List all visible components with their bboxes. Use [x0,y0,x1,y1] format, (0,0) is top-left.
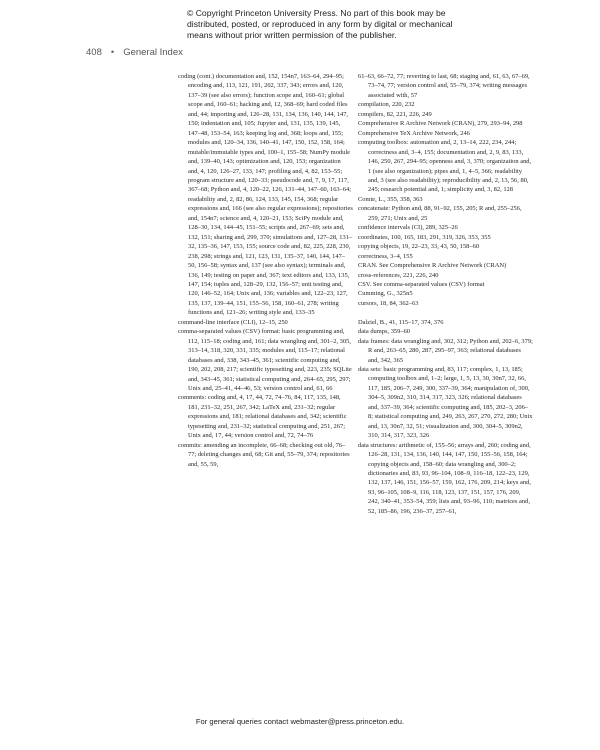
index-entry: coordinates, 100, 165, 183, 291, 319, 326, 353, 355 [358,233,491,241]
index-entry: command-line interface (CLI), 12–15, 250 [178,318,288,326]
index-entry: cross-references, 221, 226, 240 [358,271,439,279]
section-title: General Index [123,47,183,58]
copyright-line: distributed, posted, or reproduced in any form by digital or mechanical [187,19,453,30]
index-entry: computing toolbox: automation and, 2, 13–14, 222, 234, 244; correctness and, 3–4, 155; documentation and, 2, 9, 83, 133, 146, 250, 267, 294–95; openness and, 3, 370; organization and, 1 (see also organization); pipes and, 1, 4–5, 366; readability and, 3 (see also readability); reproducibility and, 2, 13, 56, 80, 245; research potential and, 1; simplicity and, 3, 82, 128 [358,139,532,194]
index-entry: Comte, L., 355, 358, 363 [358,195,423,203]
index-entry: copying objects, 19, 22–23, 33, 43, 50, 158–60 [358,243,480,251]
copyright-line: © Copyright Princeton University Press. No part of this book may be [187,8,446,18]
index-entry: Comprehensive TeX Archive Network, 246 [358,129,470,137]
index-entry: concatenate: Python and, 88, 91–92, 155, 205; R and, 255–256, 259, 271; Unix and, 25 [358,205,522,222]
index-column-left [178,72,353,469]
index-entry: compilation, 220, 232 [358,101,415,109]
index-entry: data dumps, 359–60 [358,328,411,336]
index-entry: 61–63, 66–72, 77; reverting to last, 68; staging and, 61, 63, 67–69, 73–74, 77; version control and, 55–79, 374; writing messages associated with, 57 [358,73,530,99]
index-entry: CSV. See comma-separated values (CSV) format [358,280,485,288]
index-entry: data sets: basic programming and, 83, 117; complex, 1, 13, 185; computing toolbox and, 1–2; large, 1, 5, 13, 30, 30n7, 32, 66, 117, 185, 206–7, 249, 300, 337–39, 364; manipulation of, 300, 304–5, 309n2, 310, 314, 317, 323, 326; relational databases and, 337–39, 364; scientific computing and, 185, 202–3, 206–8; statistical computing and, 249, 263, 267, 270, 272, 280; Unix and, 13, 30n7, 32, 51; visualization and, 300, 304–5, 309n2, 310, 314, 317, 323, 326 [358,365,533,440]
separator-bullet: • [110,47,115,58]
index-entry: comma-separated values (CSV) format: basic programming and, 112, 115–18; coding and, 161; data wrangling and, 301–2, 305, 313–14, 318, 320, 331, 335; modules and, 115–17; relational databases and, 338, 343–45, 361; scientific computing and, 190, 202, 208, 217; scientific typesetting and, 223, 235; SQLite and, 343–45, 361; statistical computing and, 264–65, 295, 297; Unix and, 25–41, 44–46, 53; version control and, 61, 66 [178,328,352,392]
index-entry: Comprehensive R Archive Network (CRAN), 279, 293–94, 298 [358,120,523,128]
index-entry: CRAN. See Comprehensive R Archive Network (CRAN) [358,262,507,270]
index-entry: confidence intervals (CI), 289, 325–26 [358,224,458,232]
index-entry: cursors, 18, 84, 362–63 [358,299,419,307]
index-entry: data frames: data wrangling and, 302, 312; Python and, 202–6, 379; R and, 263–65, 280, 287, 295–97, 363; relational databases and, 342, 365 [358,337,533,364]
index-entry: commits: amending an incomplete, 66–68; checking out old, 76–77; deleting changes and, 68; Git and, 55–79, 374; repositories and, 55, 59, [178,441,350,468]
index-entry: correctness, 3–4, 155 [358,252,413,260]
index-entry: data structures: arithmetic of, 155–56; arrays and, 260; coding and, 126–28, 131, 134, 136, 140, 144, 147, 150, 155–56, 158, 164; copying objects and, 158–60; data wrangling and, 300–2; dictionaries and, 83, 93, 96–104, 108–9, 116–18, 122–23, 129, 132, 137, 146, 151, 156–57, 159, 162, 176, 209, 214; keys and, 93, 96–105, 108–9, 116, 118, 123, 137, 151, 157, 176, 209, 242, 340–41, 353–54, 359; lists and, 93–96, 110; matrices and, 52, 185–86, 196, 236–37, 257–61, [358,441,531,515]
index-entry: Dalziel, B., 41, 115–17, 374, 376 [358,318,444,326]
running-head [86,47,183,58]
index-column-right [358,72,533,516]
copyright-notice [187,8,517,42]
page-number: 408 [86,47,102,58]
index-entry: coding (cont.) documentation and, 152, 154n7, 163–64, 294–95; encoding and, 113, 121, 191, 202, 337, 343; errors and, 120, 137–39 (see also errors); function scope and, 160–61; global scope and, 160–61; hacking and, 12, 368–69; hard coded files and, 44; importing and, 126–28, 131, 134, 136, 140, 144, 147, 150; indentation and, 105; Jupyter and, 131, 135, 139, 145, 147–48, 153–54, 163; keeping log and, 368; loops and, 155; modules and, 120–34, 136, 140–41, 147, 150, 152, 158, 164; mutable/immutable types and, 100–1, 155–58; NumPy module and, 139–40, 143; optimization and, 120, 153; organization and, 4, 120, 126–27, 133, 147; profiling and, 4, 82, 153–55; program structure and, 120–33; pseudocode and, 7, 9, 17, 117, 367–68; Python and, 4, 120–22, 126, 131–44, 147–60, 163–64; readability and, 2, 82, 86, 124, 133, 145, 154, 368; regular expressions and, 166 (see also regular expressions); repositories and, 154n7; science and, 4, 120–21, 153; SciPy module and, 128–30, 134, 144–45, 151–55; scripts and, 267–69; sets and, 132, 151; sharing and, 299, 370; simulations and, 127–28, 131–32, 135–36, 147, 153, 155; source code and, 82, 225, 228, 230, 238, 298; strings and, 121, 123, 131, 135–37, 140, 144, 147–50, 156–58; syntax and, 137 (see also syntax); terminals and, 136, 149; testing on paper and, 367; text editors and, 133, 135, 147, 154; tuples and, 128–29, 132, 156–57; unit testing and, 120, 146–52, 164; Unix and, 136; variables and, 122–23, 127, 135, 137, 139–44, 151, 155–56, 158, 160–61, 278; writing functions and, 121–26; writing style and, 133–35 [178,73,353,317]
copyright-line: means without prior written permission of the publisher. [187,30,397,41]
index-entry: comments: coding and, 4, 17, 44, 72, 74–76, 84, 117, 135, 148, 181, 231–32, 251, 267, 342; LaTeX and, 231–32; regular expressions and, 181; relational databases and, 342; scientific typesetting and, 231–32; statistical computing and, 251, 267; Unix and, 17, 44; version control and, 72, 74–76 [178,394,347,440]
index-entry: compilers, 82, 221, 226, 249 [358,110,432,118]
index-entry: Cumming, G., 325n5 [358,290,413,298]
footer-contact: For general queries contact webmaster@press.princeton.edu. [195,717,405,726]
